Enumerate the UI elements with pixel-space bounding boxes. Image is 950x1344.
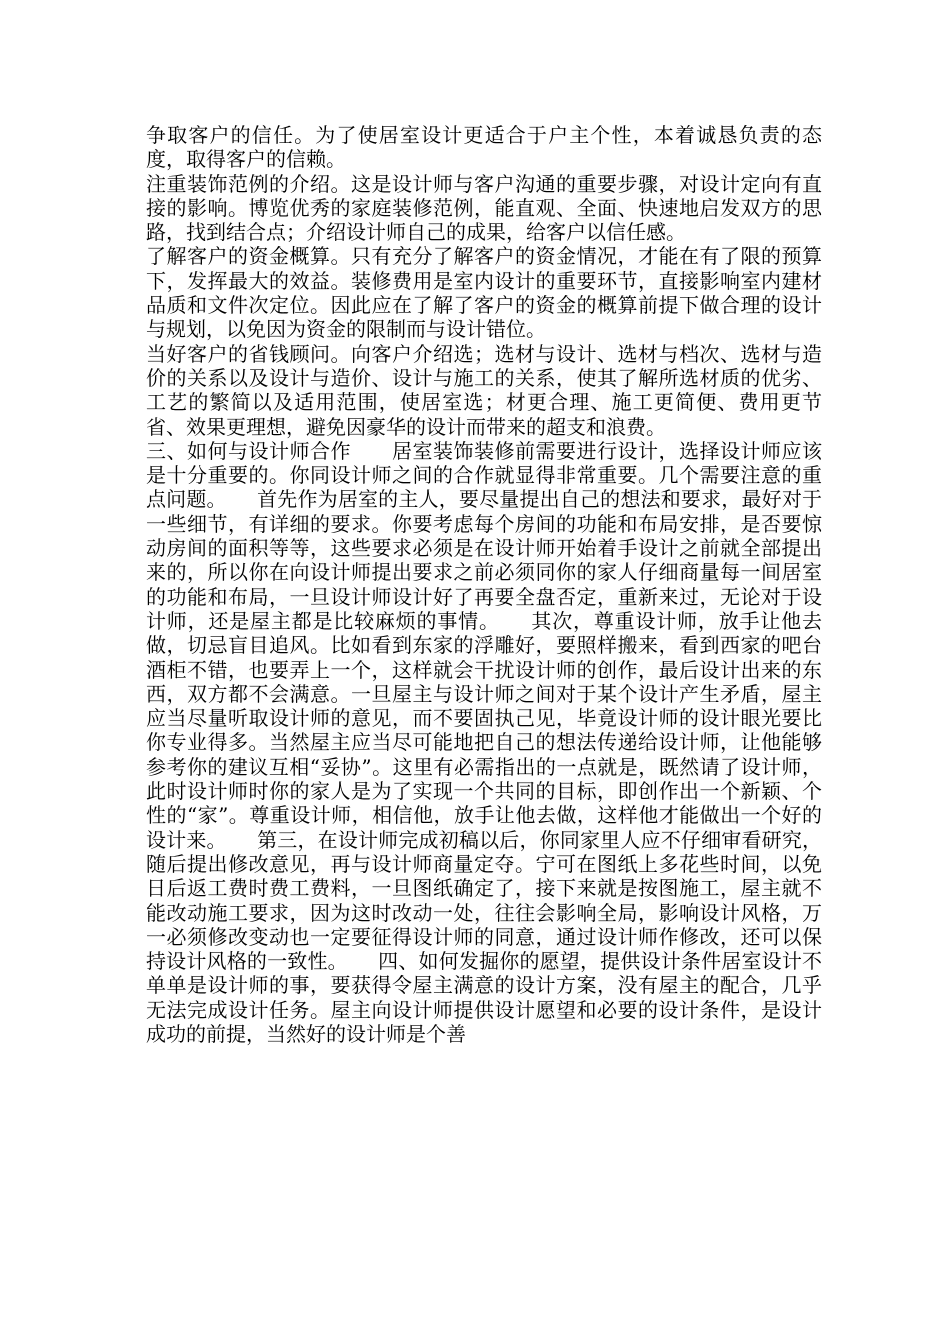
document-body [146,123,822,1046]
paragraph-budget: 了解客户的资金概算。只有充分了解客户的资金情况，才能在有了限的预算下，发挥最大的效益。装修费用是室内设计的重要环节，直接影响室内建材品质和文件次定位。因此应在了解了客户的资金的概算前提下做合理的设计与规划，以免因为资金的限制而与设计错位。 [146,244,822,342]
paragraph-cooperation: 三、如何与设计师合作 居室装饰装修前需要进行设计，选择设计师应该是十分重要的。你同设计师之间的合作就显得非常重要。几个需要注意的重点问题。 首先作为居室的主人，要尽量提出自己的想法和要求，最好对于一些细节，有详细的要求。你要考虑每个房间的功能和布局安排，是否要惊动房间的面积等等，这些要求必须是在设计师开始着手设计之前就全部提出来的，所以你在向设计师提出要求之前必须同你的家人仔细商量每一间居室的功能和布局，一旦设计师设计好了再要全盘否定，重新来过，无论对于设计师，还是屋主都是比较麻烦的事情。 其次，尊重设计师，放手让他去做，切忌盲目追风。比如看到东家的浮雕好，要照样搬来，看到西家的吧台酒柜不错，也要弄上一个，这样就会干扰设计师的创作，最后设计出来的东西，双方都不会满意。一旦屋主与设计师之间对于某个设计产生矛盾，屋主应当尽量听取设计师的意见，而不要固执己见，毕竟设计师的设计眼光要比你专业得多。当然屋主应当尽可能地把自己的想法传递给设计师，让他能够参考你的建议互相“妥协”。这里有必需指出的一点就是，既然请了设计师，此时设计师时你的家人是为了实现一个共同的目标，即创作出一个新颖、个性的“家”。尊重设计师，相信他，放手让他去做，这样他才能做出一个好的设计来。 第三，在设计师完成初稿以后，你同家里人应不仔细审看研究，随后提出修改意见，再与设计师商量定夺。宁可在图纸上多花些时间，以免日后返工费时费工费料，一旦图纸确定了，接下来就是按图施工，屋主就不能改动施工要求，因为这时改动一处，往往会影响全局，影响设计风格，万一必须修改变动也一定要征得设计师的同意，通过设计师作修改，还可以保持设计风格的一致性。 四、如何发掘你的愿望，提供设计条件居室设计不单单是设计师的事，要获得令屋主满意的设计方案，没有屋主的配合，几乎无法完成设计任务。屋主向设计师提供设计愿望和必要的设计条件，是设计成功的前提，当然好的设计师是个善 [146,438,822,1046]
paragraph-trust: 争取客户的信任。为了使居室设计更适合于户主个性，本着诚恳负责的态度，取得客户的信赖。 [146,123,822,172]
paragraph-savings: 当好客户的省钱顾问。向客户介绍选；选材与设计、选材与档次、选材与造价的关系以及设计与造价、设计与施工的关系，使其了解所选材质的优劣、工艺的繁简以及适用范围，使居室选；材更合理、施工更简便、费用更节省、效果更理想，避免因豪华的设计而带来的超支和浪费。 [146,341,822,439]
paragraph-examples: 注重装饰范例的介绍。这是设计师与客户沟通的重要步骤，对设计定向有直接的影响。博览优秀的家庭装修范例，能直观、全面、快速地启发双方的思路，找到结合点；介绍设计师自己的成果，给客户以信任感。 [146,171,822,245]
